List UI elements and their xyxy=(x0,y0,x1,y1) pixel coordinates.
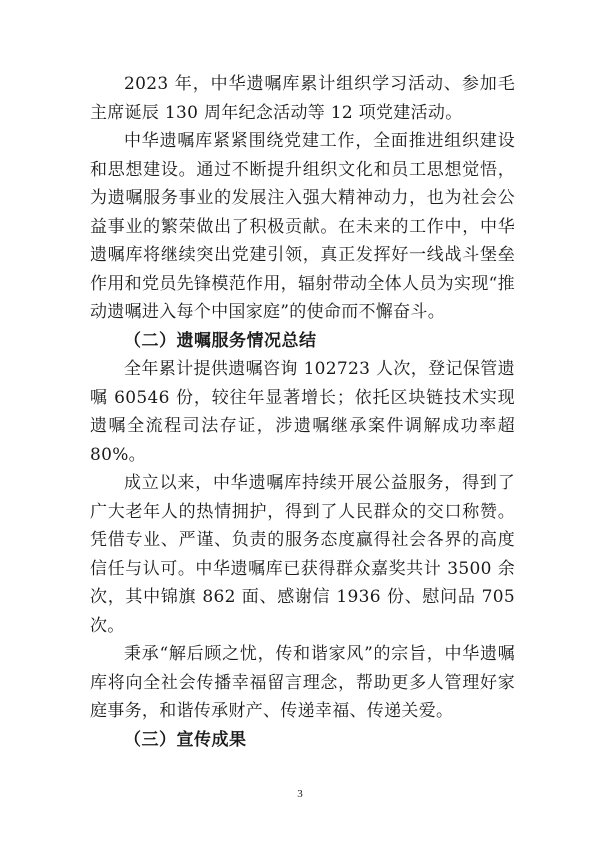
document-body xyxy=(90,70,515,754)
paragraph-mission: 秉承“解后顾之忧，传和谐家风”的宗旨，中华遗嘱库将向全社会传播幸福留言理念，帮助更多人管理好家庭事务，和谐传承财产、传递幸福、传递关爱。 xyxy=(90,644,515,721)
paragraph-party-building: 中华遗嘱库紧紧围绕党建工作，全面推进组织建设和思想建设。通过不断提升组织文化和员工思想觉悟，为遗嘱服务事业的发展注入强大精神动力，也为社会公益事业的繁荣做出了积极贡献。在未来的工作中，中华遗嘱库将继续突出党建引领，真正发挥好一线战斗堡垒作用和党员先锋模范作用，辐射带动全体人员为实现“推动遗嘱进入每个中国家庭”的使命而不懈奋斗。 xyxy=(90,131,515,322)
section-heading-publicity: （三）宣传成果 xyxy=(124,729,247,750)
page-number: 3 xyxy=(297,788,303,800)
paragraph-service-statistics: 全年累计提供遗嘱咨询 102723 人次，登记保管遗嘱 60546 份，较往年显著增长；依托区块链技术实现遗嘱全流程司法存证，涉遗嘱继承案件调解成功率超 80%。 xyxy=(90,359,515,465)
paragraph-party-activities: 2023 年，中华遗嘱库累计组织学习活动、参加毛主席诞辰 130 周年纪念活动等 12 项党建活动。 xyxy=(90,74,515,123)
paragraph-public-service: 成立以来，中华遗嘱库持续开展公益服务，得到了广大老年人的热情拥护，得到了人民群众的交口称赞。凭借专业、严谨、负责的服务态度赢得社会各界的高度信任与认可。中华遗嘱库已获得群众嘉奖共计 3500 余次，其中锦旗 862 面、感谢信 1936 份、慰问品 705 次。 xyxy=(90,473,515,636)
section-heading-will-services: （二）遗嘱服务情况总结 xyxy=(124,330,317,351)
